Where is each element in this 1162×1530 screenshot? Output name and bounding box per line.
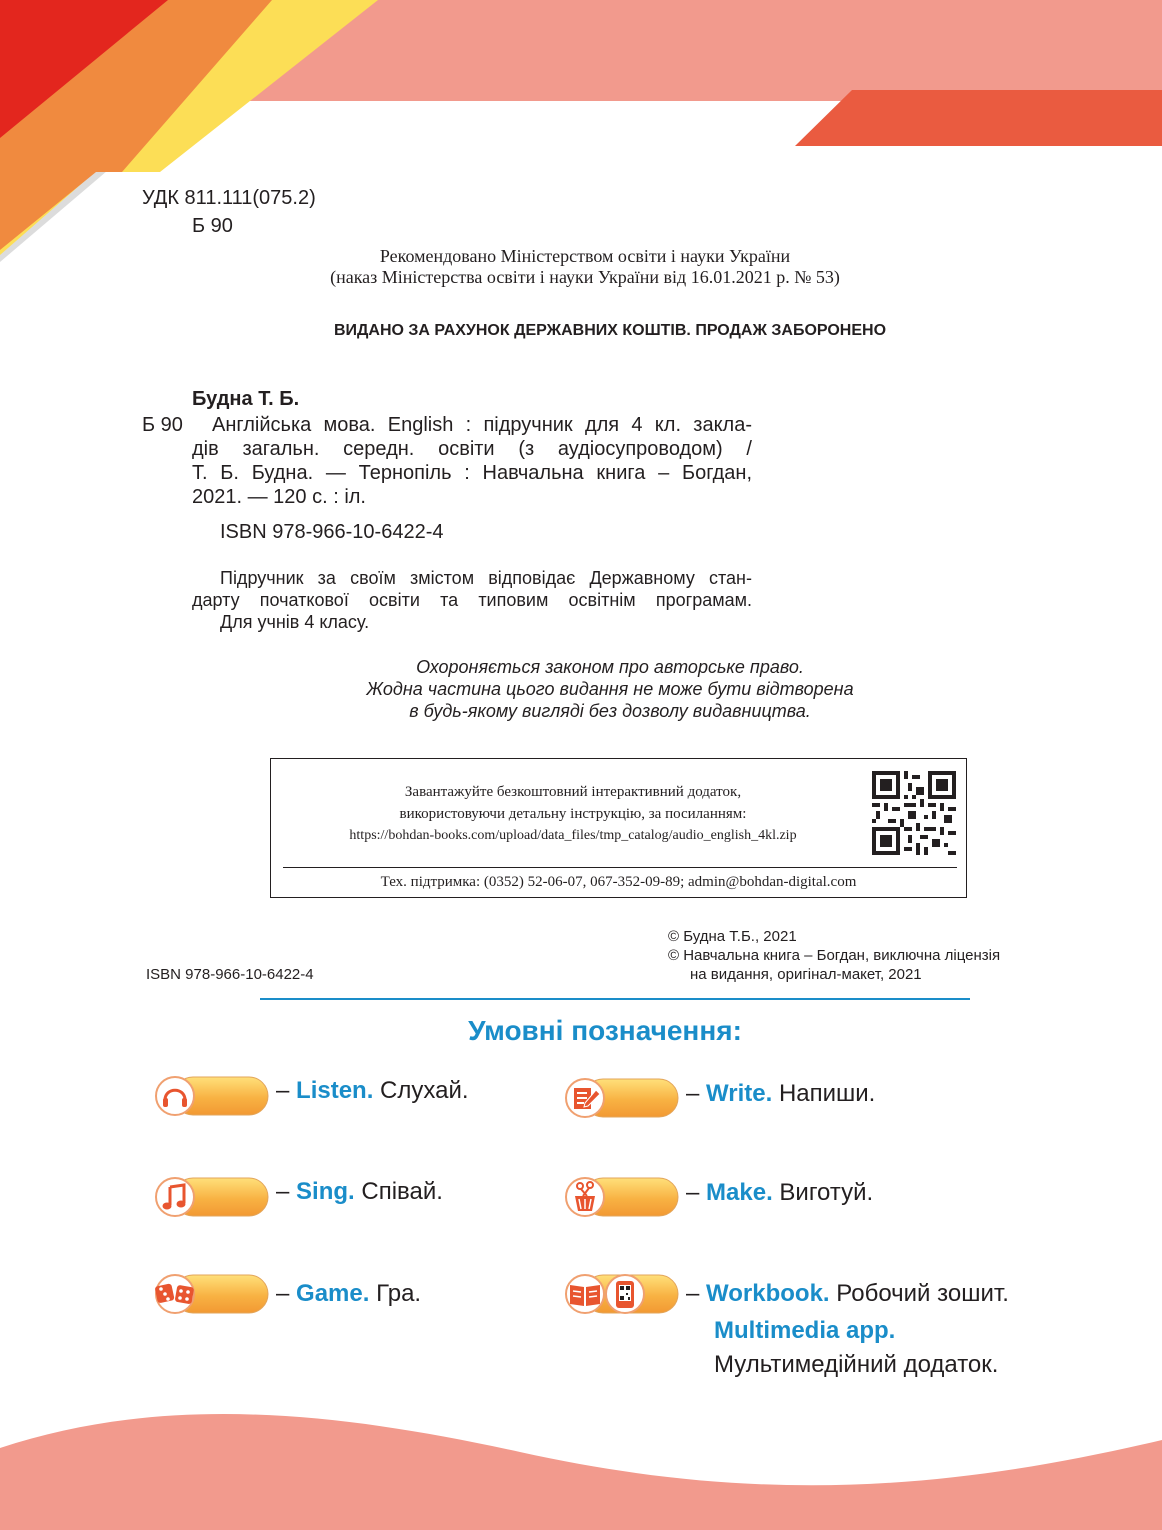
legend-make-en: Make. <box>706 1179 773 1206</box>
legend-write-en: Write. <box>706 1080 773 1107</box>
biblio-code: Б 90 <box>142 414 183 436</box>
footer-isbn: ISBN 978-966-10-6422-4 <box>146 966 314 983</box>
author-sign-code: Б 90 <box>192 215 233 237</box>
legend-dash: – <box>276 1178 290 1205</box>
dice-icon <box>154 1273 270 1315</box>
download-line-1: Завантажуйте безкоштовний інтерактивний додаток, <box>404 784 742 800</box>
footer-copyright-3: на видання, оригінал-макет, 2021 <box>690 966 922 983</box>
legend-workbook-ua: Робочий зошит. <box>836 1280 1009 1307</box>
legend-multimedia-ua: Мультимедійний додаток. <box>714 1351 999 1378</box>
copyright-notice-line-1: Охороняється законом про авторське право. <box>416 657 804 677</box>
legend-title: Умовні позначення: <box>468 1015 742 1046</box>
workbook-qr-icon <box>564 1273 680 1315</box>
legend-sing-en: Sing. <box>296 1178 355 1205</box>
recommendation-line-2: (наказ Міністерства освіти і науки України від 16.01.2021 р. № 53) <box>330 267 840 287</box>
legend-game-en: Game. <box>296 1280 370 1307</box>
legend-item-write <box>686 1079 875 1109</box>
legend-item-workbook <box>686 1279 1009 1309</box>
legend-item-sing <box>276 1177 443 1207</box>
copyright-notice-line-3: в будь-якому вигляді без дозволу видавництва. <box>409 701 811 721</box>
legend-listen-en: Listen. <box>296 1077 374 1104</box>
pencil-paper-icon <box>564 1077 680 1119</box>
biblio-isbn: ISBN 978-966-10-6422-4 <box>220 521 444 543</box>
biblio-line-2: дів загальн. середн. освіти (з аудіосупроводом) / <box>192 438 752 460</box>
biblio-line-1: Англійська мова. English : підручник для 4 кл. закла- <box>212 414 752 436</box>
legend-multimedia-en: Multimedia app. <box>714 1317 896 1344</box>
legend-dash: – <box>686 1280 700 1307</box>
download-line-2: використовуючи детальну інструкцію, за посиланням: <box>399 806 747 822</box>
scissors-cup-icon <box>564 1176 680 1218</box>
legend-item-listen <box>276 1076 469 1106</box>
footer-copyright-2: © Навчальна книга – Богдан, виключна ліцензія <box>668 947 1001 964</box>
state-funded-notice: ВИДАНО ЗА РАХУНОК ДЕРЖАВНИХ КОШТІВ. ПРОДАЖ ЗАБОРОНЕНО <box>333 322 887 339</box>
legend-workbook-en: Workbook. <box>706 1280 830 1307</box>
description-line-1: Підручник за своїм змістом відповідає Державному стан- <box>220 568 752 588</box>
biblio-line-4: 2021. — 120 с. : іл. <box>192 486 366 508</box>
legend-dash: – <box>276 1077 290 1104</box>
tech-support-line: Тех. підтримка: (0352) 52-06-07, 067-352-09-89; admin@bohdan-digital.com <box>380 874 857 890</box>
biblio-line-3: Т. Б. Будна. — Тернопіль : Навчальна книга – Богдан, <box>192 462 752 484</box>
qr-code-icon[interactable] <box>872 771 956 855</box>
udk-code: УДК 811.111(075.2) <box>142 187 316 209</box>
legend-divider <box>260 998 970 1000</box>
headphones-icon <box>154 1075 270 1117</box>
description-line-2: дарту початкової освіти та типовим освітнім програмам. <box>192 590 752 610</box>
legend-item-game <box>276 1279 421 1309</box>
legend-listen-ua: Слухай. <box>380 1077 469 1104</box>
copyright-notice-line-2: Жодна частина цього видання не може бути відтворена <box>366 679 854 699</box>
recommendation-line-1: Рекомендовано Міністерством освіти і науки України <box>379 246 791 266</box>
legend-sing-ua: Співай. <box>361 1178 443 1205</box>
legend-dash: – <box>686 1080 700 1107</box>
legend-dash: – <box>276 1280 290 1307</box>
download-url-link[interactable]: https://bohdan-books.com/upload/data_files/tmp_catalog/audio_english_4kl.zip <box>349 828 797 843</box>
footer-copyright-1: © Будна Т.Б., 2021 <box>668 928 797 945</box>
box-divider <box>283 867 957 868</box>
legend-write-ua: Напиши. <box>778 1080 876 1107</box>
legend-make-ua: Виготуй. <box>779 1179 874 1206</box>
legend-item-make <box>686 1178 873 1208</box>
description-line-3: Для учнів 4 класу. <box>220 612 370 632</box>
legend-dash: – <box>686 1179 700 1206</box>
biblio-author: Будна Т. Б. <box>192 388 300 410</box>
music-note-icon <box>154 1176 270 1218</box>
legend-game-ua: Гра. <box>376 1280 422 1307</box>
